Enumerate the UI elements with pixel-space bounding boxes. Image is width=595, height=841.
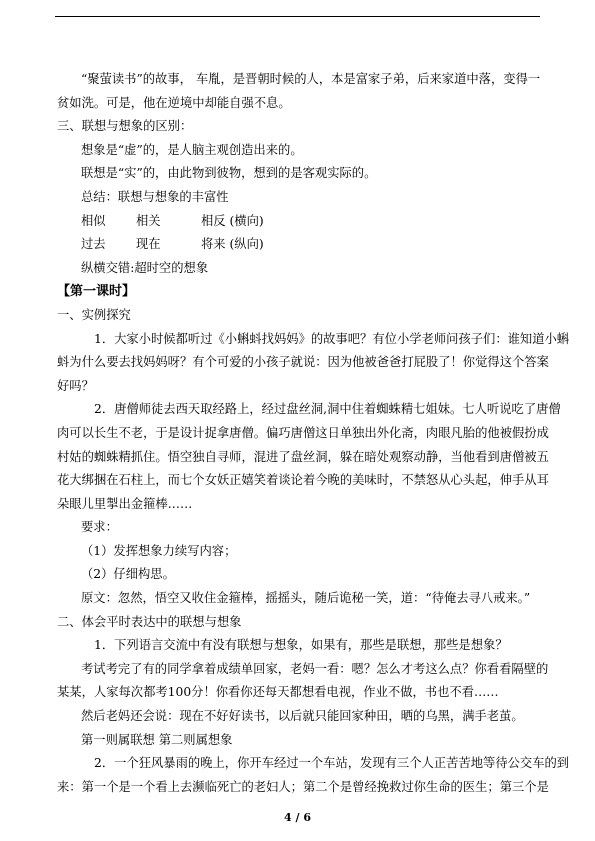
section-heading: 一、实例探究 bbox=[57, 307, 131, 322]
paragraph-line: 联想是“实”的，由此物到彼物，想到的是客观实际的。 bbox=[81, 166, 377, 181]
paragraph-line: 蚪为什么要去找妈妈呀？有个可爱的小孩子就说：因为他被爸爸打屁股了！你觉得这个答案 bbox=[57, 355, 549, 370]
original-text-line: 原文：忽然，悟空又收住金箍棒，摇摇头，随后诡秘一笑，道：“待俺去寻八戒来。” bbox=[81, 591, 531, 606]
header-rule bbox=[55, 16, 540, 17]
paragraph-line: 花大绑捆在石柱上，而七个女妖正嬉笑着谈论着今晚的美味时，不禁怒从心头起，伸手从耳 bbox=[57, 473, 549, 488]
paragraph-line: “聚萤读书”的故事， 车胤，是晋朝时候的人，本是富家子弟，后来家道中落，变得一 bbox=[81, 72, 541, 86]
paragraph-line: 某某，人家每次都考100分！你看你还每天都想看电视，作业不做，书也不看…… bbox=[57, 685, 499, 700]
paragraph-line: 纵横交错:超时空的想象 bbox=[81, 260, 209, 275]
paragraph-line: 2．唐僧师徒去西天取经路上，经过盘丝洞,洞中住着蜘蛛精七姐妹。七人听说吃了唐僧 bbox=[94, 402, 561, 417]
section-heading: 三、联想与想象的区别： bbox=[57, 119, 193, 134]
page-number: 4 / 6 bbox=[284, 811, 311, 824]
requirement-item: （2）仔细构思。 bbox=[81, 567, 175, 582]
section-heading: 二、体会平时表达中的联想与想象 bbox=[57, 614, 242, 629]
lesson-heading: 【第一课时】 bbox=[57, 284, 136, 300]
paragraph-line: 1．下列语言交流中有没有联想与想象，如果有，那些是联想，那些是想象？ bbox=[94, 638, 508, 653]
page-body bbox=[57, 68, 570, 799]
time-past: 过去 bbox=[81, 237, 106, 252]
relation-opposite: 相反 (横向) bbox=[201, 213, 264, 228]
requirement-label: 要求： bbox=[81, 520, 118, 535]
horizontal-relations-row bbox=[57, 210, 541, 234]
time-present: 现在 bbox=[136, 237, 161, 252]
paragraph-line: 朵眼儿里掣出金箍棒…… bbox=[57, 496, 193, 511]
paragraph-line: 好吗？ bbox=[57, 378, 94, 393]
paragraph-line: 然后老妈还会说：现在不好好读书，以后就只能回家种田，晒的乌黑，满手老茧。 bbox=[81, 709, 524, 724]
vertical-relations-row bbox=[57, 233, 541, 257]
paragraph-line: 1．大家小时候都听过《小蝌蚪找妈妈》的故事吧？有位小学老师问孩子们：谁知道小蝌 bbox=[94, 331, 570, 346]
paragraph-line: 考试考完了有的同学拿着成绩单回家，老妈一看：嗯？怎么才考这么点？你看看隔壁的 bbox=[81, 661, 549, 676]
summary-line: 总结：联想与想象的丰富性 bbox=[81, 189, 229, 204]
paragraph-line: 村姑的蜘蛛精抓住。悟空独自寻师，混进了盘丝洞，躲在暗处观察动静，当他看到唐僧被五 bbox=[57, 449, 549, 464]
time-future: 将来 (纵向) bbox=[201, 237, 264, 252]
answer-line: 第一则属联想 第二则属想象 bbox=[81, 732, 233, 747]
relation-similar: 相似 bbox=[81, 213, 106, 228]
paragraph-line: 来：第一个是一个看上去濒临死亡的老妇人；第二个是曾经挽救过你生命的医生；第三个是 bbox=[57, 779, 549, 794]
paragraph-line: 肉可以长生不老，于是设计捉拿唐僧。偏巧唐僧这日单独出外化斋，肉眼凡胎的他被假扮成 bbox=[57, 425, 549, 440]
relation-related: 相关 bbox=[136, 213, 161, 228]
paragraph-line: 2．一个狂风暴雨的晚上，你开车经过一个车站，发现有三个人正苦苦地等待公交车的到 bbox=[94, 756, 570, 771]
paragraph-line: 想象是“虚”的，是人脑主观创造出来的。 bbox=[81, 142, 303, 157]
paragraph-line: 贫如洗。可是，他在逆境中却能自强不息。 bbox=[57, 95, 291, 110]
requirement-item: （1）发挥想象力续写内容； bbox=[81, 543, 237, 558]
